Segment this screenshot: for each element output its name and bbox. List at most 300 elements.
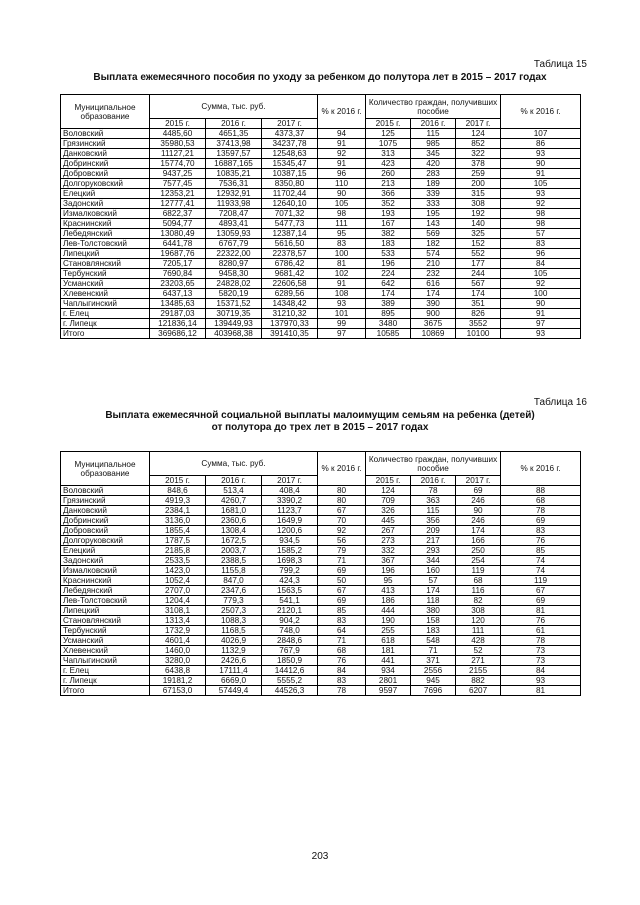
value-cell: 339 [411, 189, 456, 199]
value-cell: 195 [411, 209, 456, 219]
value-cell: 391410,35 [262, 329, 318, 339]
value-cell: 81 [501, 686, 581, 696]
municipality-cell: г. Елец [61, 309, 150, 319]
value-cell: 574 [411, 249, 456, 259]
value-cell: 3136,0 [150, 516, 206, 526]
table-row [61, 189, 581, 199]
table-row [61, 129, 581, 139]
value-cell: 12353,21 [150, 189, 206, 199]
value-cell: 10835,21 [206, 169, 262, 179]
value-cell: 84 [318, 666, 366, 676]
value-cell: 57 [411, 576, 456, 586]
table-row [61, 506, 581, 516]
value-cell: 95 [318, 229, 366, 239]
value-cell: 1563,5 [262, 586, 318, 596]
value-cell: 96 [318, 169, 366, 179]
value-cell: 200 [456, 179, 501, 189]
value-cell: 271 [456, 656, 501, 666]
table16-number: Таблица 16 [533, 397, 587, 408]
value-cell: 91 [318, 279, 366, 289]
value-cell: 1075 [366, 139, 411, 149]
value-cell: 1855,4 [150, 526, 206, 536]
table-row [61, 656, 581, 666]
value-cell: 1168,5 [206, 626, 262, 636]
value-cell: 181 [366, 646, 411, 656]
value-cell: 6437,13 [150, 289, 206, 299]
value-cell: 10869 [411, 329, 456, 339]
value-cell: 1052,4 [150, 576, 206, 586]
value-cell: 213 [366, 179, 411, 189]
municipality-cell: Данковский [61, 149, 150, 159]
value-cell: 5555,2 [262, 676, 318, 686]
value-cell: 3675 [411, 319, 456, 329]
municipality-cell: Лебедянский [61, 229, 150, 239]
value-cell: 779,3 [206, 596, 262, 606]
value-cell: 2347,6 [206, 586, 262, 596]
value-cell: 68 [318, 646, 366, 656]
value-cell: 80 [318, 496, 366, 506]
value-cell: 6438,8 [150, 666, 206, 676]
value-cell: 315 [456, 189, 501, 199]
value-cell: 16887,165 [206, 159, 262, 169]
municipality-cell: Добринский [61, 159, 150, 169]
value-cell: 177 [456, 259, 501, 269]
value-cell: 7208,47 [206, 209, 262, 219]
value-cell: 174 [456, 289, 501, 299]
value-cell: 1681,0 [206, 506, 262, 516]
value-cell: 67 [318, 586, 366, 596]
value-cell: 6441,78 [150, 239, 206, 249]
value-cell: 8350,80 [262, 179, 318, 189]
value-cell: 192 [456, 209, 501, 219]
value-cell: 333 [411, 199, 456, 209]
value-cell: 64 [318, 626, 366, 636]
value-cell: 210 [411, 259, 456, 269]
value-cell: 81 [318, 259, 366, 269]
municipality-cell: Добровский [61, 526, 150, 536]
value-cell: 6207 [456, 686, 501, 696]
table15 [60, 94, 581, 339]
value-cell: 12640,10 [262, 199, 318, 209]
header-year: 2015 г. [366, 476, 411, 486]
value-cell: 118 [411, 596, 456, 606]
value-cell: 92 [501, 199, 581, 209]
table16-title-line2: от полутора до трех лет в 2015 – 2017 годах [211, 422, 429, 433]
table-row [61, 289, 581, 299]
value-cell: 111 [456, 626, 501, 636]
value-cell: 137970,33 [262, 319, 318, 329]
value-cell: 424,3 [262, 576, 318, 586]
value-cell: 78 [501, 636, 581, 646]
value-cell: 167 [366, 219, 411, 229]
table-row [61, 576, 581, 586]
value-cell: 246 [456, 516, 501, 526]
value-cell: 1313,4 [150, 616, 206, 626]
header-year: 2015 г. [150, 119, 206, 129]
table-row [61, 229, 581, 239]
value-cell: 35980,53 [150, 139, 206, 149]
value-cell: 84 [501, 666, 581, 676]
value-cell: 2388,5 [206, 556, 262, 566]
municipality-cell: Лев-Толстовский [61, 239, 150, 249]
value-cell: 420 [411, 159, 456, 169]
value-cell: 69 [318, 596, 366, 606]
value-cell: 86 [501, 139, 581, 149]
value-cell: 76 [501, 616, 581, 626]
value-cell: 91 [318, 159, 366, 169]
municipality-cell: Долгоруковский [61, 536, 150, 546]
value-cell: 73 [501, 646, 581, 656]
value-cell: 29187,03 [150, 309, 206, 319]
value-cell: 121836,14 [150, 319, 206, 329]
value-cell: 82 [456, 596, 501, 606]
value-cell: 2556 [411, 666, 456, 676]
value-cell: 1672,5 [206, 536, 262, 546]
value-cell: 30719,35 [206, 309, 262, 319]
municipality-cell: г. Липецк [61, 676, 150, 686]
value-cell: 78 [501, 506, 581, 516]
value-cell: 13059,93 [206, 229, 262, 239]
value-cell: 174 [411, 289, 456, 299]
value-cell: 50 [318, 576, 366, 586]
page-number: 203 [311, 851, 329, 862]
municipality-cell: Становлянский [61, 616, 150, 626]
value-cell: 255 [366, 626, 411, 636]
value-cell: 441 [366, 656, 411, 666]
municipality-cell: Краснинский [61, 576, 150, 586]
value-cell: 413 [366, 586, 411, 596]
value-cell: 403968,38 [206, 329, 262, 339]
table-row [61, 626, 581, 636]
value-cell: 12548,63 [262, 149, 318, 159]
value-cell: 985 [411, 139, 456, 149]
value-cell: 2120,1 [262, 606, 318, 616]
header-count: Количество граждан, получивших пособие [366, 95, 501, 119]
value-cell: 1698,3 [262, 556, 318, 566]
table-row [61, 616, 581, 626]
value-cell: 1088,3 [206, 616, 262, 626]
value-cell: 93 [501, 329, 581, 339]
table16 [60, 451, 581, 696]
value-cell: 98 [501, 219, 581, 229]
value-cell: 56 [318, 536, 366, 546]
municipality-cell: Чаплыгинский [61, 656, 150, 666]
value-cell: 71 [411, 646, 456, 656]
value-cell: 345 [411, 149, 456, 159]
municipality-cell: Итого [61, 686, 150, 696]
value-cell: 105 [501, 269, 581, 279]
value-cell: 93 [501, 189, 581, 199]
value-cell: 325 [456, 229, 501, 239]
value-cell: 352 [366, 199, 411, 209]
header-municipality: Муниципальное образование [61, 452, 150, 486]
value-cell: 69 [501, 596, 581, 606]
value-cell: 4893,41 [206, 219, 262, 229]
table-row [61, 199, 581, 209]
value-cell: 1308,4 [206, 526, 262, 536]
value-cell: 85 [318, 606, 366, 616]
header-pct-count: % к 2016 г. [501, 95, 581, 129]
value-cell: 73 [501, 656, 581, 666]
value-cell: 847,0 [206, 576, 262, 586]
table-row [61, 606, 581, 616]
table-row [61, 666, 581, 676]
value-cell: 140 [456, 219, 501, 229]
value-cell: 94 [318, 129, 366, 139]
municipality-cell: Грязинский [61, 496, 150, 506]
value-cell: 709 [366, 496, 411, 506]
value-cell: 308 [456, 606, 501, 616]
table15-number: Таблица 15 [533, 59, 587, 70]
value-cell: 1423,0 [150, 566, 206, 576]
municipality-cell: Данковский [61, 506, 150, 516]
value-cell: 83 [501, 526, 581, 536]
value-cell: 23203,65 [150, 279, 206, 289]
value-cell: 105 [318, 199, 366, 209]
value-cell: 618 [366, 636, 411, 646]
value-cell: 97 [501, 319, 581, 329]
table-row [61, 646, 581, 656]
value-cell: 11702,44 [262, 189, 318, 199]
value-cell: 7690,84 [150, 269, 206, 279]
value-cell: 6786,42 [262, 259, 318, 269]
municipality-cell: г. Елец [61, 666, 150, 676]
value-cell: 174 [456, 526, 501, 536]
value-cell: 322 [456, 149, 501, 159]
value-cell: 93 [501, 676, 581, 686]
value-cell: 19181,2 [150, 676, 206, 686]
value-cell: 224 [366, 269, 411, 279]
value-cell: 22378,57 [262, 249, 318, 259]
value-cell: 293 [411, 546, 456, 556]
header-pct-sum: % к 2016 г. [318, 452, 366, 486]
value-cell: 78 [318, 686, 366, 696]
value-cell: 2384,1 [150, 506, 206, 516]
value-cell: 83 [318, 239, 366, 249]
table-row [61, 159, 581, 169]
value-cell: 14412,6 [262, 666, 318, 676]
value-cell: 408,4 [262, 486, 318, 496]
value-cell: 152 [456, 239, 501, 249]
value-cell: 76 [318, 656, 366, 666]
value-cell: 111 [318, 219, 366, 229]
value-cell: 52 [456, 646, 501, 656]
value-cell: 19687,76 [150, 249, 206, 259]
value-cell: 186 [366, 596, 411, 606]
value-cell: 13080,49 [150, 229, 206, 239]
value-cell: 382 [366, 229, 411, 239]
value-cell: 444 [366, 606, 411, 616]
municipality-cell: Чаплыгинский [61, 299, 150, 309]
value-cell: 91 [501, 309, 581, 319]
value-cell: 102 [318, 269, 366, 279]
value-cell: 367 [366, 556, 411, 566]
value-cell: 120 [456, 616, 501, 626]
value-cell: 254 [456, 556, 501, 566]
value-cell: 93 [318, 299, 366, 309]
value-cell: 124 [456, 129, 501, 139]
header-year: 2017 г. [262, 119, 318, 129]
value-cell: 445 [366, 516, 411, 526]
value-cell: 119 [456, 566, 501, 576]
municipality-cell: Становлянский [61, 259, 150, 269]
table-row [61, 319, 581, 329]
municipality-cell: Лев-Толстовский [61, 596, 150, 606]
value-cell: 98 [501, 209, 581, 219]
value-cell: 160 [411, 566, 456, 576]
value-cell: 2426,6 [206, 656, 262, 666]
value-cell: 217 [411, 536, 456, 546]
value-cell: 895 [366, 309, 411, 319]
value-cell: 5616,50 [262, 239, 318, 249]
value-cell: 3480 [366, 319, 411, 329]
value-cell: 4260,7 [206, 496, 262, 506]
header-count: Количество граждан, получивших пособие [366, 452, 501, 476]
value-cell: 11127,21 [150, 149, 206, 159]
value-cell: 371 [411, 656, 456, 666]
value-cell: 119 [501, 576, 581, 586]
value-cell: 246 [456, 496, 501, 506]
value-cell: 100 [501, 289, 581, 299]
value-cell: 9437,25 [150, 169, 206, 179]
municipality-cell: г. Липецк [61, 319, 150, 329]
municipality-cell: Задонский [61, 556, 150, 566]
value-cell: 90 [456, 506, 501, 516]
value-cell: 428 [456, 636, 501, 646]
value-cell: 7205,17 [150, 259, 206, 269]
value-cell: 22606,58 [262, 279, 318, 289]
value-cell: 9681,42 [262, 269, 318, 279]
value-cell: 7577,45 [150, 179, 206, 189]
value-cell: 4026,9 [206, 636, 262, 646]
value-cell: 88 [501, 486, 581, 496]
value-cell: 68 [456, 576, 501, 586]
value-cell: 80 [318, 486, 366, 496]
value-cell: 10387,15 [262, 169, 318, 179]
value-cell: 273 [366, 536, 411, 546]
value-cell: 1132,9 [206, 646, 262, 656]
value-cell: 90 [501, 159, 581, 169]
value-cell: 90 [501, 299, 581, 309]
value-cell: 7071,32 [262, 209, 318, 219]
municipality-cell: Липецкий [61, 606, 150, 616]
value-cell: 71 [318, 636, 366, 646]
value-cell: 642 [366, 279, 411, 289]
table-row [61, 219, 581, 229]
value-cell: 748,0 [262, 626, 318, 636]
header-sum: Сумма, тыс. руб. [150, 452, 318, 476]
value-cell: 174 [366, 289, 411, 299]
header-year: 2017 г. [456, 476, 501, 486]
value-cell: 91 [501, 169, 581, 179]
value-cell: 183 [366, 239, 411, 249]
value-cell: 552 [456, 249, 501, 259]
value-cell: 2707,0 [150, 586, 206, 596]
value-cell: 882 [456, 676, 501, 686]
table-row [61, 636, 581, 646]
value-cell: 533 [366, 249, 411, 259]
table-row [61, 596, 581, 606]
municipality-cell: Хлевенский [61, 646, 150, 656]
value-cell: 7696 [411, 686, 456, 696]
table-row [61, 676, 581, 686]
municipality-cell: Грязинский [61, 139, 150, 149]
value-cell: 101 [318, 309, 366, 319]
value-cell: 190 [366, 616, 411, 626]
table-row [61, 279, 581, 289]
value-cell: 57 [501, 229, 581, 239]
municipality-cell: Краснинский [61, 219, 150, 229]
municipality-cell: Елецкий [61, 546, 150, 556]
table-row [61, 169, 581, 179]
value-cell: 548 [411, 636, 456, 646]
table-row [61, 686, 581, 696]
value-cell: 313 [366, 149, 411, 159]
value-cell: 196 [366, 566, 411, 576]
value-cell: 83 [318, 676, 366, 686]
value-cell: 139449,93 [206, 319, 262, 329]
value-cell: 2185,8 [150, 546, 206, 556]
value-cell: 2003,7 [206, 546, 262, 556]
value-cell: 380 [411, 606, 456, 616]
value-cell: 2533,5 [150, 556, 206, 566]
value-cell: 3280,0 [150, 656, 206, 666]
value-cell: 189 [411, 179, 456, 189]
table-row [61, 546, 581, 556]
municipality-cell: Тербунский [61, 269, 150, 279]
value-cell: 369686,12 [150, 329, 206, 339]
value-cell: 1850,9 [262, 656, 318, 666]
table-row [61, 566, 581, 576]
value-cell: 9458,30 [206, 269, 262, 279]
value-cell: 3108,1 [150, 606, 206, 616]
value-cell: 166 [456, 536, 501, 546]
value-cell: 7536,31 [206, 179, 262, 189]
header-year: 2016 г. [411, 119, 456, 129]
value-cell: 326 [366, 506, 411, 516]
value-cell: 10585 [366, 329, 411, 339]
value-cell: 799,2 [262, 566, 318, 576]
value-cell: 308 [456, 199, 501, 209]
value-cell: 1732,9 [150, 626, 206, 636]
value-cell: 92 [318, 149, 366, 159]
municipality-cell: Добринский [61, 516, 150, 526]
value-cell: 57449,4 [206, 686, 262, 696]
value-cell: 6822,37 [150, 209, 206, 219]
value-cell: 4373,37 [262, 129, 318, 139]
table-row [61, 269, 581, 279]
value-cell: 115 [411, 506, 456, 516]
value-cell: 78 [411, 486, 456, 496]
value-cell: 125 [366, 129, 411, 139]
value-cell: 4601,4 [150, 636, 206, 646]
value-cell: 99 [318, 319, 366, 329]
municipality-cell: Липецкий [61, 249, 150, 259]
value-cell: 174 [411, 586, 456, 596]
table-row [61, 149, 581, 159]
value-cell: 71 [318, 556, 366, 566]
municipality-cell: Воловский [61, 129, 150, 139]
value-cell: 67 [501, 586, 581, 596]
header-municipality: Муниципальное образование [61, 95, 150, 129]
value-cell: 3552 [456, 319, 501, 329]
value-cell: 24828,02 [206, 279, 262, 289]
value-cell: 569 [411, 229, 456, 239]
municipality-cell: Хлевенский [61, 289, 150, 299]
value-cell: 67153,0 [150, 686, 206, 696]
value-cell: 1123,7 [262, 506, 318, 516]
header-year: 2015 г. [150, 476, 206, 486]
